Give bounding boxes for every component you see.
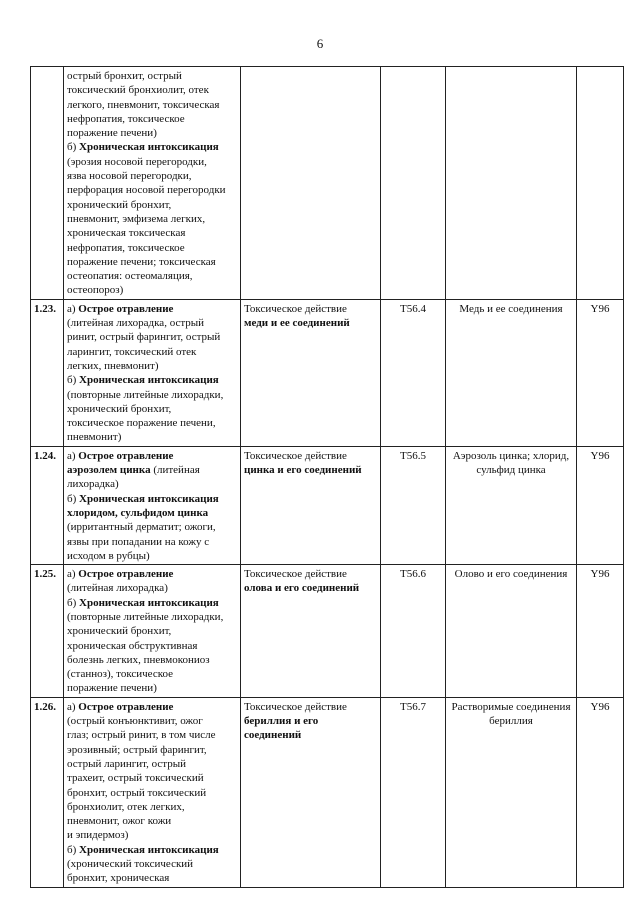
external-cause-code: Y96 xyxy=(577,565,624,698)
factor-cell xyxy=(241,446,381,564)
disease-line: пневмонит, ожог кожи xyxy=(67,815,172,828)
disease-line: болезнь легких, пневмокониоз xyxy=(67,653,210,666)
factor-cell xyxy=(241,67,381,300)
disease-line: нефропатия, токсическое xyxy=(67,241,185,254)
factor-text: Токсическое действие xyxy=(244,449,347,462)
disease-cell xyxy=(64,299,241,446)
table-row xyxy=(31,446,624,564)
disease-line: бронхит, острый токсический xyxy=(67,786,207,799)
disease-line: б) Хроническая интоксикация xyxy=(67,596,219,609)
disease-line: легкого, пневмонит, токсическая xyxy=(67,98,220,111)
disease-line: токсическое поражение печени, xyxy=(67,417,216,430)
factor-cell xyxy=(241,697,381,887)
external-cause-code: Y96 xyxy=(577,446,624,564)
disease-line: острый бронхит, острый xyxy=(67,70,182,82)
disease-line: а) Острое отравление xyxy=(67,449,174,462)
disease-line: пневмонит) xyxy=(67,431,122,444)
row-number: 1.25. xyxy=(31,565,64,698)
disease-line: (литейная лихорадка) xyxy=(67,582,168,595)
disease-line: (повторные литейные лихорадки, xyxy=(67,610,224,623)
disease-cell xyxy=(64,565,241,698)
disease-line: и эпидермоз) xyxy=(67,829,129,842)
disease-line: а) Острое отравление xyxy=(67,700,174,713)
disease-cell xyxy=(64,446,241,564)
disease-line: нефропатия, токсическое xyxy=(67,112,185,125)
disease-line: перфорация носовой перегородки xyxy=(67,184,226,197)
disease-line: хронический бронхит, xyxy=(67,625,172,638)
disease-line: (станноз), токсическое xyxy=(67,668,174,681)
agent-cell: Растворимые соединения бериллия xyxy=(446,697,577,887)
disease-line: хлоридом, сульфидом цинка xyxy=(67,506,209,519)
disease-line: хронический бронхит, xyxy=(67,402,172,415)
factor-substance: бериллия и его соединений xyxy=(244,715,319,742)
disease-line: токсический бронхиолит, отек xyxy=(67,84,209,97)
disease-line: язва носовой перегородки, xyxy=(67,170,192,183)
disease-line: (эрозия носовой перегородки, xyxy=(67,155,207,168)
disease-line: б) Хроническая интоксикация xyxy=(67,374,219,387)
icd-code: T56.4 xyxy=(381,299,446,446)
factor-substance: цинка и его соединений xyxy=(244,464,362,477)
disease-line: поражение печени) xyxy=(67,682,157,695)
icd-code xyxy=(381,67,446,300)
occupational-diseases-table xyxy=(30,66,624,888)
disease-line: б) Хроническая интоксикация xyxy=(67,843,219,856)
factor-cell xyxy=(241,565,381,698)
factor-substance: олова и его соединений xyxy=(244,582,360,595)
disease-cell xyxy=(64,697,241,887)
factor-text: Токсическое действие xyxy=(244,568,347,581)
row-number xyxy=(31,67,64,300)
external-cause-code: Y96 xyxy=(577,697,624,887)
disease-line: поражение печени) xyxy=(67,127,157,140)
icd-code: T56.7 xyxy=(381,697,446,887)
disease-line: бронхит, хроническая xyxy=(67,872,170,885)
factor-cell xyxy=(241,299,381,446)
disease-line: аэрозолем цинка (литейная xyxy=(67,464,200,477)
disease-line: лихорадка) xyxy=(67,478,119,491)
disease-line: бронхиолит, отек легких, xyxy=(67,800,185,813)
disease-line: (повторные литейные лихорадки, xyxy=(67,388,224,401)
disease-line: исходом в рубцы) xyxy=(67,549,150,562)
disease-line: б) Хроническая интоксикация xyxy=(67,492,219,505)
row-number: 1.23. xyxy=(31,299,64,446)
disease-line: хроническая обструктивная xyxy=(67,639,198,652)
disease-line: (острый конъюнктивит, ожог xyxy=(67,715,203,728)
disease-line: ларингит, токсический отек xyxy=(67,345,197,358)
agent-cell: Медь и ее соединения xyxy=(446,299,577,446)
disease-line: (ирритантный дерматит; ожоги, xyxy=(67,521,216,534)
icd-code: T56.6 xyxy=(381,565,446,698)
disease-line: остеопороз) xyxy=(67,284,124,297)
table-row xyxy=(31,67,624,300)
disease-line: глаз; острый ринит, в том числе xyxy=(67,729,216,742)
disease-line: легких, пневмонит) xyxy=(67,359,159,372)
disease-line: пневмонит, эмфизема легких, xyxy=(67,212,206,225)
disease-line: ринит, острый фарингит, острый xyxy=(67,331,221,344)
agent-cell xyxy=(446,67,577,300)
disease-line: а) Острое отравление xyxy=(67,568,174,581)
disease-line: (литейная лихорадка, острый xyxy=(67,317,205,330)
external-cause-code xyxy=(577,67,624,300)
agent-cell: Аэрозоль цинка; хлорид, сульфид цинка xyxy=(446,446,577,564)
factor-substance: меди и ее соединений xyxy=(244,317,350,330)
disease-line: (хронический токсический xyxy=(67,858,194,871)
table-row xyxy=(31,697,624,887)
factor-text: Токсическое действие xyxy=(244,700,347,713)
icd-code: T56.5 xyxy=(381,446,446,564)
agent-cell: Олово и его соединения xyxy=(446,565,577,698)
table-row xyxy=(31,565,624,698)
page-number: 6 xyxy=(316,36,324,51)
disease-line: хроническая токсическая xyxy=(67,227,186,240)
table-row xyxy=(31,299,624,446)
row-number: 1.26. xyxy=(31,697,64,887)
factor-text: Токсическое действие xyxy=(244,302,347,315)
disease-line: хронический бронхит, xyxy=(67,198,172,211)
disease-line: остеопатия: остеомаляция, xyxy=(67,270,193,283)
external-cause-code: Y96 xyxy=(577,299,624,446)
disease-line: язвы при попадании на кожу с xyxy=(67,535,210,548)
disease-line: острый ларингит, острый xyxy=(67,757,187,770)
disease-line: трахеит, острый токсический xyxy=(67,772,204,785)
disease-cell xyxy=(64,67,241,300)
disease-line: а) Острое отравление xyxy=(67,302,174,315)
disease-line: эрозивный; острый фарингит, xyxy=(67,743,207,756)
disease-line: поражение печени; токсическая xyxy=(67,255,216,268)
row-number: 1.24. xyxy=(31,446,64,564)
disease-line: б) Хроническая интоксикация xyxy=(67,141,219,154)
